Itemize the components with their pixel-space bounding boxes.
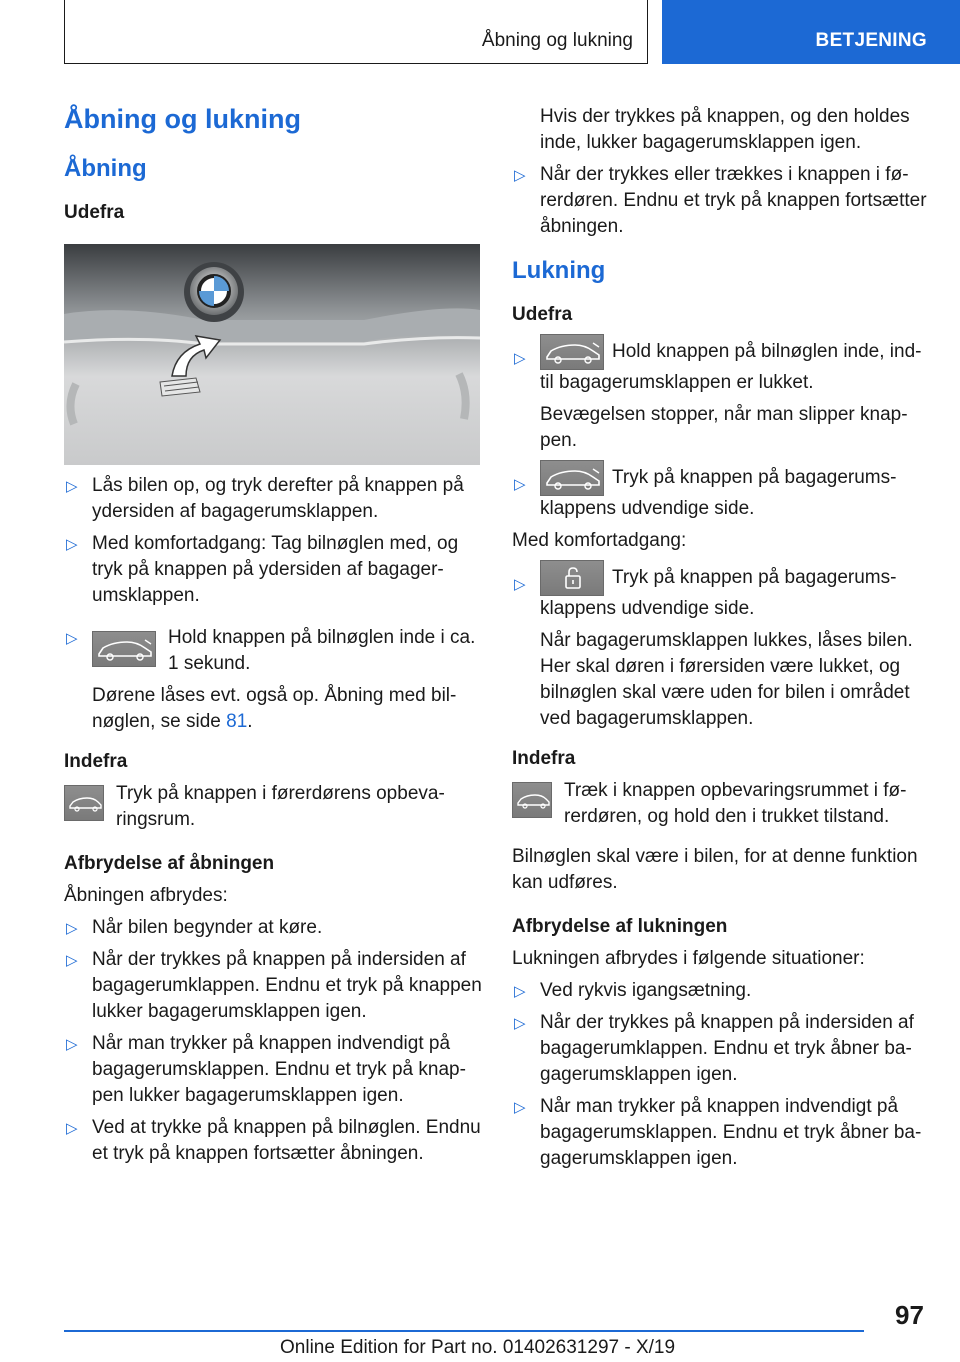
triangle-right-icon: ▷: [514, 476, 526, 493]
closing-outside-list: [512, 334, 928, 522]
list-item: ▷ Tryk på knappen på bagagerumsklappens udvendige side. Når bagagerumsklappen lukkes, låses bilen. Her skal døren i førersiden være lukket, og bilnøglen skal være uden for bilen i området ved bagagerumsklappen.: [512, 560, 928, 732]
key-hold-note: Dørene låses evt. også op. Åbning med bilnøglen, se side 81.: [92, 685, 457, 732]
list-item: ▷ Når bilen begynder at køre.: [64, 915, 482, 941]
closing-inside-heading: Indefra: [512, 748, 576, 769]
triangle-right-icon: ▷: [514, 1099, 526, 1116]
car-trunk-icon: [540, 460, 604, 496]
list-item: ▷ Hold knappen på bilnøglen inde, indtil bagagerumsklappen er lukket. Bevægelsen stopper, når man slipper knappen.: [512, 334, 928, 454]
triangle-right-icon: ▷: [66, 920, 78, 937]
triangle-right-icon: ▷: [514, 576, 526, 593]
opening-key-list: [64, 625, 482, 735]
triangle-right-icon: ▷: [66, 1036, 78, 1053]
comfort-intro: Med komfortadgang:: [512, 530, 687, 551]
list-item: ▷ Når der trykkes på knappen på indersiden af bagagerumklappen. Endnu et tryk på knappen lukker bagagerumsklappen igen.: [66, 949, 482, 1022]
header-chapter-label: BETJENING: [815, 30, 927, 51]
car-trunk-icon: [540, 334, 604, 370]
list-item: ▷ Når der trykkes eller trækkes i knappen i førerdøren. Endnu et tryk på knappen fortsætter åbningen.: [514, 164, 927, 237]
trunk-release-icon: [64, 785, 104, 821]
opening-outside-heading: Udefra: [64, 202, 125, 223]
page-number: 97: [895, 1300, 924, 1330]
page-link[interactable]: 81: [226, 711, 248, 732]
right-column: [512, 104, 928, 1172]
closing-heading: Lukning: [512, 257, 606, 284]
page-title: Åbning og lukning: [64, 104, 301, 134]
opening-abort-intro: Åbningen afbrydes:: [64, 885, 228, 906]
opening-abort-list: [64, 915, 482, 1167]
triangle-right-icon: ▷: [514, 983, 526, 1000]
header-section-title: Åbning og lukning: [481, 30, 633, 51]
opening-heading: Åbning: [64, 155, 147, 182]
opening-inside-row: [64, 781, 482, 833]
left-column: [64, 100, 482, 1167]
trunk-photo: [64, 244, 480, 465]
list-item: [64, 625, 482, 735]
list-item: ▷ Når der trykkes på knappen på indersiden af bagagerumklappen. Endnu et tryk åbner bagagerumsklappen igen.: [514, 1012, 914, 1085]
key-in-car-text: Bilnøglen skal være i bilen, for at denne funktion kan udføres.: [512, 846, 918, 893]
closing-inside-text: Træk i knappen opbevaringsrummet i førerdøren, og hold den i trukket tilstand.: [564, 780, 907, 827]
triangle-right-icon: ▷: [66, 1120, 78, 1137]
list-item: ▷ Når man trykker på knappen indvendigt på bagagerumsklappen. Endnu et tryk på knappen lukker bagagerumsklappen igen.: [66, 1033, 466, 1106]
header-chapter-tab[interactable]: [662, 0, 960, 64]
list-item: ▷ Med komfortadgang: Tag bilnøglen med, og tryk på knappen på ydersiden af bagagerumsklappen.: [66, 533, 459, 606]
closing-inside-row: [512, 778, 928, 830]
triangle-right-icon: ▷: [514, 1015, 526, 1032]
list-item: ▷ Ved rykvis igangsætning.: [512, 978, 928, 1004]
opening-abort-heading: Afbrydelse af åbningen: [64, 853, 275, 874]
triangle-right-icon: ▷: [66, 536, 78, 553]
triangle-right-icon: ▷: [66, 630, 78, 647]
triangle-right-icon: ▷: [514, 167, 526, 184]
opening-inside-text: Tryk på knappen i førerdørens opbevaringsrum.: [116, 783, 445, 830]
closing-abort-heading: Afbrydelse af lukningen: [512, 916, 728, 937]
list-item: ▷ Tryk på knappen på bagagerumsklappens udvendige side.: [512, 460, 928, 522]
key-hold-text: Hold knappen på bilnøglen inde i ca. 1 sekund.: [168, 627, 476, 674]
triangle-right-icon: ▷: [514, 350, 526, 367]
closing-abort-list: [512, 978, 928, 1172]
closing-outside-heading: Udefra: [512, 304, 573, 325]
header-section-box: [64, 0, 648, 64]
footer-edition: Online Edition for Part no. 01402631297 - X/19: [280, 1337, 676, 1358]
closing-abort-intro: Lukningen afbrydes i følgende situationer:: [512, 948, 865, 969]
triangle-right-icon: ▷: [66, 478, 78, 495]
continued-list: [512, 162, 928, 240]
footer-rule: [64, 1330, 864, 1332]
closing-comfort-list: [512, 560, 928, 732]
triangle-right-icon: ▷: [66, 952, 78, 969]
car-trunk-icon: [92, 631, 156, 667]
continued-text: Hvis der trykkes på knappen, og den holdes inde, lukker bagagerumsklappen igen.: [540, 106, 910, 153]
opening-outside-list: [64, 473, 482, 609]
lock-icon: [540, 560, 604, 596]
list-item: ▷ Lås bilen op, og tryk derefter på knappen på ydersiden af bagagerumsklappen.: [66, 475, 464, 522]
list-item: ▷ Ved at trykke på knappen på bilnøglen. Endnu et tryk på knappen fortsætter åbningen.: [66, 1117, 481, 1164]
list-item: ▷ Når man trykker på knappen indvendigt på bagagerumsklappen. Endnu et tryk åbner bagagerumsklappen igen.: [514, 1096, 922, 1169]
opening-inside-heading: Indefra: [64, 751, 128, 772]
trunk-release-icon: [512, 782, 552, 818]
